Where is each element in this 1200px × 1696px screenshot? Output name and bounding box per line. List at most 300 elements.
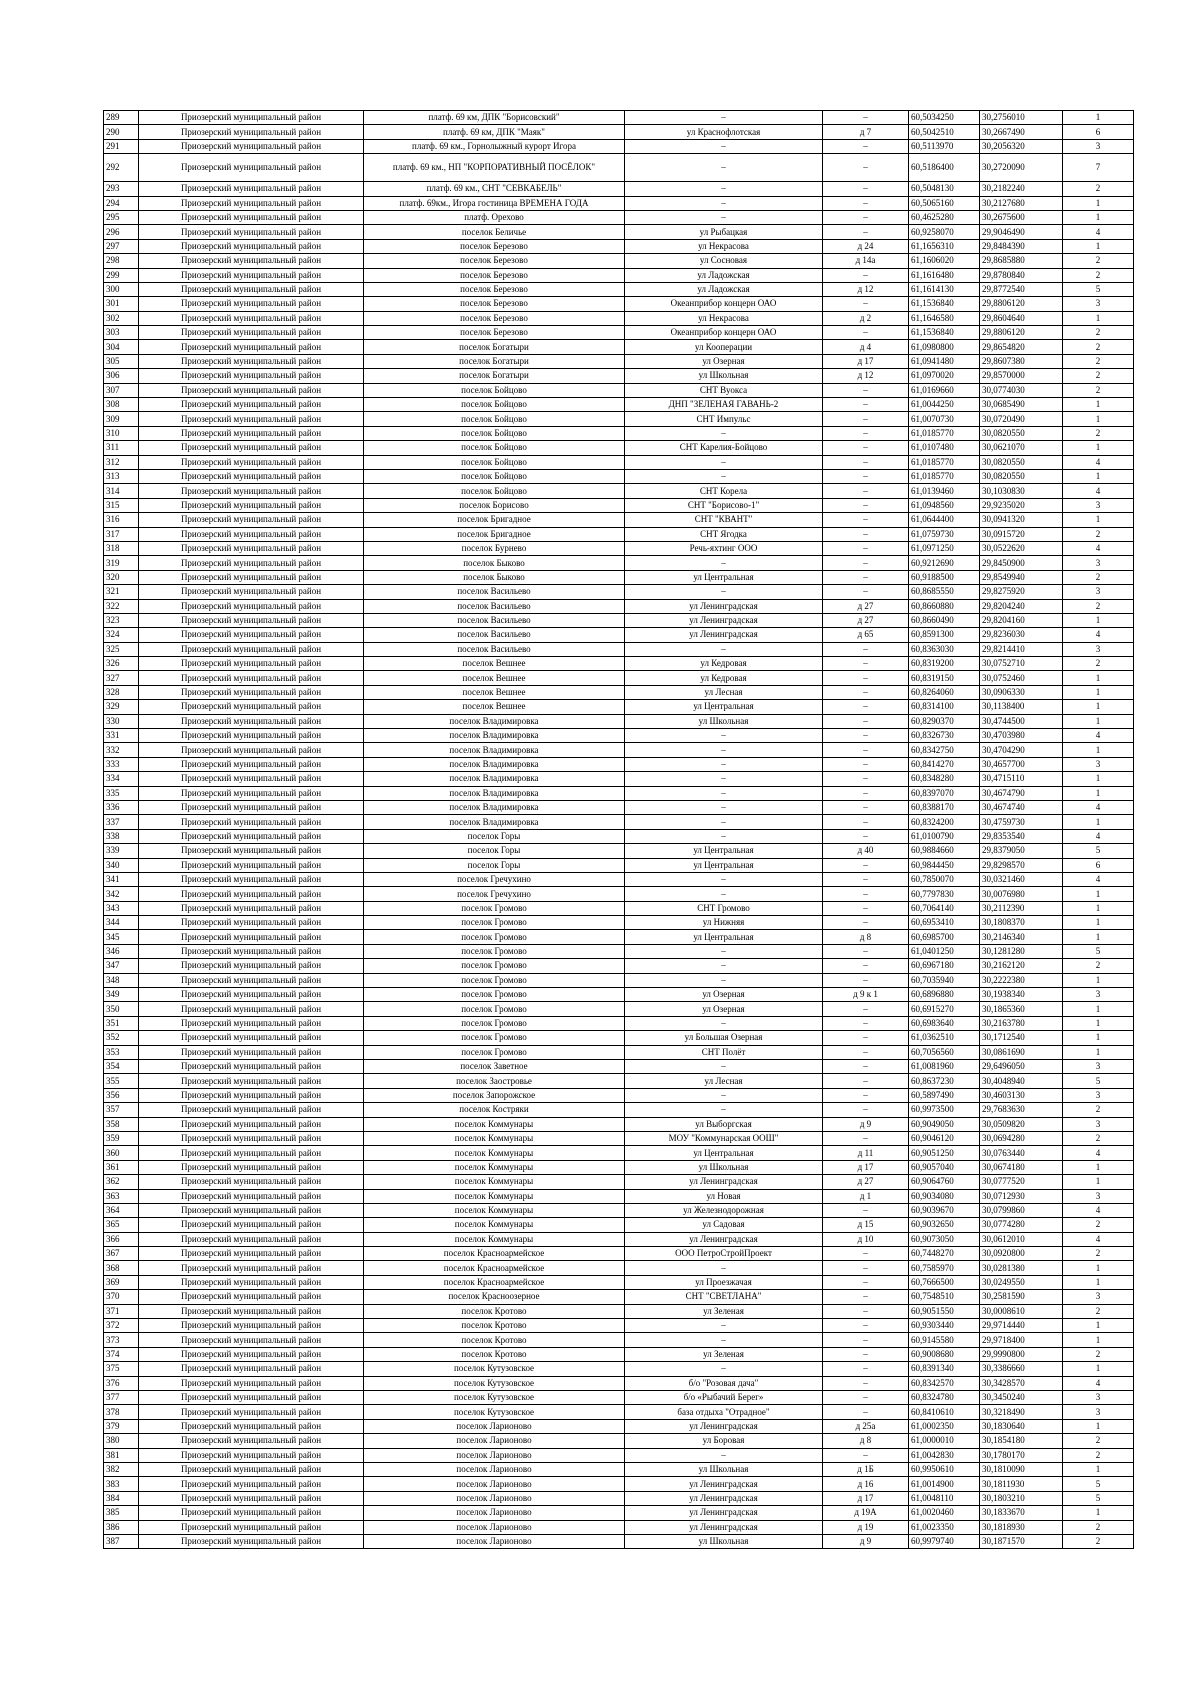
count-cell: 3 bbox=[1063, 757, 1134, 771]
table-row bbox=[104, 901, 1134, 915]
locality-cell: поселок Громово bbox=[364, 901, 625, 915]
district-cell: Приозерский муниципальный район bbox=[139, 1319, 364, 1333]
street-cell: СНТ Вуокса bbox=[625, 383, 823, 397]
street-cell: ул Центральная bbox=[625, 844, 823, 858]
locality-cell: поселок Богатыри bbox=[364, 340, 625, 354]
table-row bbox=[104, 426, 1134, 440]
latitude-cell: 60,4625280 bbox=[909, 210, 980, 224]
district-cell: Приозерский муниципальный район bbox=[139, 743, 364, 757]
latitude-cell: 60,9950610 bbox=[909, 1462, 980, 1476]
street-cell: ул Ленинградская bbox=[625, 1419, 823, 1433]
house-cell: – bbox=[823, 441, 909, 455]
district-cell: Приозерский муниципальный район bbox=[139, 1448, 364, 1462]
district-cell: Приозерский муниципальный район bbox=[139, 1160, 364, 1174]
row-number: 347 bbox=[104, 959, 139, 973]
locality-cell: платф. 69 км, ДПК "Маяк" bbox=[364, 125, 625, 139]
latitude-cell: 60,9258070 bbox=[909, 225, 980, 239]
street-cell: – bbox=[625, 182, 823, 196]
longitude-cell: 30,2182240 bbox=[980, 182, 1063, 196]
longitude-cell: 30,0612010 bbox=[980, 1232, 1063, 1246]
district-cell: Приозерский муниципальный район bbox=[139, 182, 364, 196]
longitude-cell: 30,0763440 bbox=[980, 1146, 1063, 1160]
street-cell: – bbox=[625, 1016, 823, 1030]
latitude-cell: 60,8319150 bbox=[909, 671, 980, 685]
latitude-cell: 60,7056560 bbox=[909, 1045, 980, 1059]
latitude-cell: 60,5186400 bbox=[909, 154, 980, 182]
latitude-cell: 61,0169660 bbox=[909, 383, 980, 397]
locality-cell: поселок Владимировка bbox=[364, 815, 625, 829]
count-cell: 1 bbox=[1063, 196, 1134, 210]
house-cell: д 7 bbox=[823, 125, 909, 139]
row-number: 295 bbox=[104, 210, 139, 224]
row-number: 329 bbox=[104, 700, 139, 714]
table-row bbox=[104, 1290, 1134, 1304]
table-row bbox=[104, 786, 1134, 800]
count-cell: 2 bbox=[1063, 369, 1134, 383]
district-cell: Приозерский муниципальный район bbox=[139, 657, 364, 671]
house-cell: д 4 bbox=[823, 340, 909, 354]
district-cell: Приозерский муниципальный район bbox=[139, 872, 364, 886]
row-number: 324 bbox=[104, 628, 139, 642]
district-cell: Приозерский муниципальный район bbox=[139, 1232, 364, 1246]
street-cell: – bbox=[625, 139, 823, 153]
row-number: 338 bbox=[104, 829, 139, 843]
row-number: 293 bbox=[104, 182, 139, 196]
row-number: 310 bbox=[104, 426, 139, 440]
row-number: 375 bbox=[104, 1362, 139, 1376]
district-cell: Приозерский муниципальный район bbox=[139, 930, 364, 944]
longitude-cell: 30,4703980 bbox=[980, 729, 1063, 743]
row-number: 299 bbox=[104, 268, 139, 282]
street-cell: ООО ПетроСтройПроект bbox=[625, 1247, 823, 1261]
house-cell: д 2 bbox=[823, 311, 909, 325]
house-cell: д 17 bbox=[823, 1491, 909, 1505]
district-cell: Приозерский муниципальный район bbox=[139, 225, 364, 239]
count-cell: 1 bbox=[1063, 714, 1134, 728]
row-number: 353 bbox=[104, 1045, 139, 1059]
house-cell: д 8 bbox=[823, 930, 909, 944]
locality-cell: поселок Бойцово bbox=[364, 383, 625, 397]
locality-cell: поселок Ларионово bbox=[364, 1534, 625, 1548]
district-cell: Приозерский муниципальный район bbox=[139, 757, 364, 771]
latitude-cell: 60,7850070 bbox=[909, 872, 980, 886]
table-row bbox=[104, 1491, 1134, 1505]
latitude-cell: 60,9034080 bbox=[909, 1189, 980, 1203]
row-number: 337 bbox=[104, 815, 139, 829]
street-cell: Речь-яхтинг ООО bbox=[625, 541, 823, 555]
count-cell: 1 bbox=[1063, 1333, 1134, 1347]
street-cell: ул Ленинградская bbox=[625, 599, 823, 613]
house-cell: – bbox=[823, 872, 909, 886]
count-cell: 1 bbox=[1063, 1031, 1134, 1045]
district-cell: Приозерский муниципальный район bbox=[139, 1203, 364, 1217]
latitude-cell: 61,0014900 bbox=[909, 1477, 980, 1491]
longitude-cell: 30,2127680 bbox=[980, 196, 1063, 210]
latitude-cell: 60,9303440 bbox=[909, 1319, 980, 1333]
district-cell: Приозерский муниципальный район bbox=[139, 398, 364, 412]
locality-cell: поселок Владимировка bbox=[364, 743, 625, 757]
table-row bbox=[104, 1390, 1134, 1404]
latitude-cell: 61,0139460 bbox=[909, 484, 980, 498]
row-number: 370 bbox=[104, 1290, 139, 1304]
street-cell: – bbox=[625, 210, 823, 224]
house-cell: д 65 bbox=[823, 628, 909, 642]
longitude-cell: 30,1938340 bbox=[980, 988, 1063, 1002]
locality-cell: поселок Громово bbox=[364, 916, 625, 930]
district-cell: Приозерский муниципальный район bbox=[139, 1362, 364, 1376]
locality-cell: поселок Громово bbox=[364, 959, 625, 973]
row-number: 362 bbox=[104, 1175, 139, 1189]
house-cell: – bbox=[823, 1333, 909, 1347]
locality-cell: поселок Кротово bbox=[364, 1319, 625, 1333]
street-cell: ул Кооперации bbox=[625, 340, 823, 354]
table-row bbox=[104, 1462, 1134, 1476]
street-cell: ДНП "ЗЕЛЕНАЯ ГАВАНЬ-2 bbox=[625, 398, 823, 412]
table-row bbox=[104, 1448, 1134, 1462]
house-cell: – bbox=[823, 800, 909, 814]
locality-cell: поселок Горы bbox=[364, 829, 625, 843]
longitude-cell: 30,1030830 bbox=[980, 484, 1063, 498]
count-cell: 5 bbox=[1063, 844, 1134, 858]
locality-cell: поселок Кутузовское bbox=[364, 1362, 625, 1376]
row-number: 335 bbox=[104, 786, 139, 800]
street-cell: – bbox=[625, 426, 823, 440]
table-row bbox=[104, 154, 1134, 182]
locality-cell: поселок Кротово bbox=[364, 1304, 625, 1318]
street-cell: ул Ладожская bbox=[625, 282, 823, 296]
latitude-cell: 61,1616480 bbox=[909, 268, 980, 282]
house-cell: – bbox=[823, 1002, 909, 1016]
latitude-cell: 61,0023350 bbox=[909, 1520, 980, 1534]
latitude-cell: 61,0020460 bbox=[909, 1506, 980, 1520]
table-row bbox=[104, 398, 1134, 412]
table-row bbox=[104, 944, 1134, 958]
district-cell: Приозерский муниципальный район bbox=[139, 484, 364, 498]
district-cell: Приозерский муниципальный район bbox=[139, 1419, 364, 1433]
district-cell: Приозерский муниципальный район bbox=[139, 154, 364, 182]
table-row bbox=[104, 498, 1134, 512]
house-cell: д 17 bbox=[823, 354, 909, 368]
longitude-cell: 29,8780840 bbox=[980, 268, 1063, 282]
locality-cell: поселок Коммунары bbox=[364, 1160, 625, 1174]
street-cell: СНТ Карелия-Бойцово bbox=[625, 441, 823, 455]
count-cell: 1 bbox=[1063, 613, 1134, 627]
row-number: 346 bbox=[104, 944, 139, 958]
table-row bbox=[104, 599, 1134, 613]
district-cell: Приозерский муниципальный район bbox=[139, 1290, 364, 1304]
street-cell: – bbox=[625, 729, 823, 743]
house-cell: – bbox=[823, 1131, 909, 1145]
house-cell: – bbox=[823, 1016, 909, 1030]
longitude-cell: 30,4674740 bbox=[980, 800, 1063, 814]
count-cell: 1 bbox=[1063, 513, 1134, 527]
row-number: 363 bbox=[104, 1189, 139, 1203]
count-cell: 2 bbox=[1063, 599, 1134, 613]
locality-cell: поселок Громово bbox=[364, 1045, 625, 1059]
street-cell: – bbox=[625, 556, 823, 570]
table-row bbox=[104, 556, 1134, 570]
locality-cell: поселок Вешнее bbox=[364, 671, 625, 685]
locality-cell: поселок Быково bbox=[364, 556, 625, 570]
count-cell: 3 bbox=[1063, 139, 1134, 153]
longitude-cell: 30,0321460 bbox=[980, 872, 1063, 886]
locality-cell: поселок Бойцово bbox=[364, 398, 625, 412]
locality-cell: поселок Бойцово bbox=[364, 469, 625, 483]
table-row bbox=[104, 412, 1134, 426]
latitude-cell: 60,9032650 bbox=[909, 1218, 980, 1232]
locality-cell: поселок Бригадное bbox=[364, 513, 625, 527]
row-number: 371 bbox=[104, 1304, 139, 1318]
district-cell: Приозерский муниципальный район bbox=[139, 412, 364, 426]
street-cell: ул Школьная bbox=[625, 1462, 823, 1476]
street-cell: ул Сосновая bbox=[625, 254, 823, 268]
row-number: 313 bbox=[104, 469, 139, 483]
count-cell: 4 bbox=[1063, 484, 1134, 498]
table-row bbox=[104, 1376, 1134, 1390]
latitude-cell: 60,8414270 bbox=[909, 757, 980, 771]
row-number: 382 bbox=[104, 1462, 139, 1476]
table-row bbox=[104, 772, 1134, 786]
count-cell: 1 bbox=[1063, 973, 1134, 987]
table-row bbox=[104, 685, 1134, 699]
latitude-cell: 61,1656310 bbox=[909, 239, 980, 253]
count-cell: 2 bbox=[1063, 1247, 1134, 1261]
house-cell: – bbox=[823, 570, 909, 584]
house-cell: – bbox=[823, 1347, 909, 1361]
latitude-cell: 61,0971250 bbox=[909, 541, 980, 555]
longitude-cell: 30,2222380 bbox=[980, 973, 1063, 987]
latitude-cell: 60,8324780 bbox=[909, 1390, 980, 1404]
count-cell: 4 bbox=[1063, 872, 1134, 886]
count-cell: 4 bbox=[1063, 455, 1134, 469]
count-cell: 3 bbox=[1063, 556, 1134, 570]
locality-cell: поселок Красноармейское bbox=[364, 1261, 625, 1275]
house-cell: д 14а bbox=[823, 254, 909, 268]
street-cell: СНТ Ягодка bbox=[625, 527, 823, 541]
table-row bbox=[104, 1088, 1134, 1102]
district-cell: Приозерский муниципальный район bbox=[139, 1405, 364, 1419]
table-row bbox=[104, 340, 1134, 354]
latitude-cell: 60,9188500 bbox=[909, 570, 980, 584]
locality-cell: поселок Коммунары bbox=[364, 1175, 625, 1189]
district-cell: Приозерский муниципальный район bbox=[139, 1074, 364, 1088]
street-cell: – bbox=[625, 1333, 823, 1347]
locations-table bbox=[103, 110, 1134, 1549]
table-row bbox=[104, 1103, 1134, 1117]
latitude-cell: 60,8324200 bbox=[909, 815, 980, 829]
longitude-cell: 30,0777520 bbox=[980, 1175, 1063, 1189]
table-row bbox=[104, 570, 1134, 584]
house-cell: – bbox=[823, 887, 909, 901]
table-row bbox=[104, 1434, 1134, 1448]
longitude-cell: 30,3218490 bbox=[980, 1405, 1063, 1419]
locality-cell: поселок Бойцово bbox=[364, 484, 625, 498]
district-cell: Приозерский муниципальный район bbox=[139, 700, 364, 714]
count-cell: 2 bbox=[1063, 657, 1134, 671]
table-row bbox=[104, 484, 1134, 498]
locality-cell: поселок Ларионово bbox=[364, 1462, 625, 1476]
count-cell: 1 bbox=[1063, 1319, 1134, 1333]
row-number: 386 bbox=[104, 1520, 139, 1534]
table-row bbox=[104, 829, 1134, 843]
latitude-cell: 60,6915270 bbox=[909, 1002, 980, 1016]
table-row bbox=[104, 872, 1134, 886]
table-row bbox=[104, 1045, 1134, 1059]
row-number: 384 bbox=[104, 1491, 139, 1505]
longitude-cell: 29,8604640 bbox=[980, 311, 1063, 325]
table-row bbox=[104, 1419, 1134, 1433]
house-cell: д 27 bbox=[823, 1175, 909, 1189]
longitude-cell: 29,8772540 bbox=[980, 282, 1063, 296]
count-cell: 1 bbox=[1063, 469, 1134, 483]
district-cell: Приозерский муниципальный район bbox=[139, 426, 364, 440]
district-cell: Приозерский муниципальный район bbox=[139, 326, 364, 340]
latitude-cell: 61,0000010 bbox=[909, 1434, 980, 1448]
house-cell: – bbox=[823, 398, 909, 412]
row-number: 305 bbox=[104, 354, 139, 368]
latitude-cell: 60,7797830 bbox=[909, 887, 980, 901]
table-row bbox=[104, 657, 1134, 671]
district-cell: Приозерский муниципальный район bbox=[139, 1491, 364, 1505]
row-number: 307 bbox=[104, 383, 139, 397]
row-number: 373 bbox=[104, 1333, 139, 1347]
latitude-cell: 60,8591300 bbox=[909, 628, 980, 642]
district-cell: Приозерский муниципальный район bbox=[139, 1376, 364, 1390]
latitude-cell: 60,8264060 bbox=[909, 685, 980, 699]
row-number: 351 bbox=[104, 1016, 139, 1030]
longitude-cell: 30,1712540 bbox=[980, 1031, 1063, 1045]
locality-cell: поселок Березово bbox=[364, 297, 625, 311]
house-cell: – bbox=[823, 182, 909, 196]
district-cell: Приозерский муниципальный район bbox=[139, 527, 364, 541]
row-number: 365 bbox=[104, 1218, 139, 1232]
count-cell: 3 bbox=[1063, 1117, 1134, 1131]
latitude-cell: 61,0185770 bbox=[909, 426, 980, 440]
count-cell: 2 bbox=[1063, 527, 1134, 541]
count-cell: 2 bbox=[1063, 1218, 1134, 1232]
house-cell: – bbox=[823, 1390, 909, 1404]
longitude-cell: 30,0076980 bbox=[980, 887, 1063, 901]
count-cell: 1 bbox=[1063, 1506, 1134, 1520]
locality-cell: поселок Васильево bbox=[364, 613, 625, 627]
longitude-cell: 29,8806120 bbox=[980, 297, 1063, 311]
district-cell: Приозерский муниципальный район bbox=[139, 1131, 364, 1145]
longitude-cell: 30,0820550 bbox=[980, 426, 1063, 440]
table-row bbox=[104, 815, 1134, 829]
table-row bbox=[104, 1189, 1134, 1203]
longitude-cell: 30,0752710 bbox=[980, 657, 1063, 671]
district-cell: Приозерский муниципальный район bbox=[139, 1060, 364, 1074]
house-cell: – bbox=[823, 1045, 909, 1059]
district-cell: Приозерский муниципальный район bbox=[139, 1045, 364, 1059]
table-row bbox=[104, 1203, 1134, 1217]
count-cell: 4 bbox=[1063, 1146, 1134, 1160]
row-number: 336 bbox=[104, 800, 139, 814]
count-cell: 1 bbox=[1063, 916, 1134, 930]
house-cell: – bbox=[823, 1275, 909, 1289]
count-cell: 2 bbox=[1063, 1103, 1134, 1117]
table-row bbox=[104, 671, 1134, 685]
locality-cell: поселок Березово bbox=[364, 254, 625, 268]
district-cell: Приозерский муниципальный район bbox=[139, 1103, 364, 1117]
longitude-cell: 30,2675600 bbox=[980, 210, 1063, 224]
count-cell: 1 bbox=[1063, 1419, 1134, 1433]
house-cell: д 12 bbox=[823, 369, 909, 383]
row-number: 294 bbox=[104, 196, 139, 210]
table-row bbox=[104, 930, 1134, 944]
table-row bbox=[104, 1146, 1134, 1160]
house-cell: – bbox=[823, 714, 909, 728]
street-cell: ул Озерная bbox=[625, 988, 823, 1002]
row-number: 359 bbox=[104, 1131, 139, 1145]
latitude-cell: 61,1536840 bbox=[909, 326, 980, 340]
table-row bbox=[104, 1506, 1134, 1520]
latitude-cell: 60,5042510 bbox=[909, 125, 980, 139]
table-row bbox=[104, 383, 1134, 397]
latitude-cell: 61,1606020 bbox=[909, 254, 980, 268]
house-cell: – bbox=[823, 484, 909, 498]
house-cell: – bbox=[823, 1060, 909, 1074]
district-cell: Приозерский муниципальный район bbox=[139, 1117, 364, 1131]
house-cell: – bbox=[823, 513, 909, 527]
count-cell: 1 bbox=[1063, 700, 1134, 714]
house-cell: – bbox=[823, 527, 909, 541]
longitude-cell: 30,0522620 bbox=[980, 541, 1063, 555]
row-number: 339 bbox=[104, 844, 139, 858]
house-cell: – bbox=[823, 1319, 909, 1333]
latitude-cell: 61,0941480 bbox=[909, 354, 980, 368]
row-number: 320 bbox=[104, 570, 139, 584]
row-number: 323 bbox=[104, 613, 139, 627]
longitude-cell: 30,4715110 bbox=[980, 772, 1063, 786]
street-cell: ул Ленинградская bbox=[625, 1477, 823, 1491]
street-cell: – bbox=[625, 1060, 823, 1074]
longitude-cell: 30,1818930 bbox=[980, 1520, 1063, 1534]
longitude-cell: 30,3386660 bbox=[980, 1362, 1063, 1376]
street-cell: ул Железнодорожная bbox=[625, 1203, 823, 1217]
longitude-cell: 29,9718400 bbox=[980, 1333, 1063, 1347]
latitude-cell: 60,9973500 bbox=[909, 1103, 980, 1117]
table-row bbox=[104, 369, 1134, 383]
table-row bbox=[104, 1218, 1134, 1232]
street-cell: ул Кедровая bbox=[625, 657, 823, 671]
locality-cell: поселок Бойцово bbox=[364, 441, 625, 455]
count-cell: 1 bbox=[1063, 930, 1134, 944]
table-row bbox=[104, 642, 1134, 656]
street-cell: база отдыха "Отрадное" bbox=[625, 1405, 823, 1419]
table-row bbox=[104, 239, 1134, 253]
longitude-cell: 30,4744500 bbox=[980, 714, 1063, 728]
street-cell: – bbox=[625, 1088, 823, 1102]
street-cell: – bbox=[625, 872, 823, 886]
street-cell: – bbox=[625, 111, 823, 125]
district-cell: Приозерский муниципальный район bbox=[139, 714, 364, 728]
latitude-cell: 60,5048130 bbox=[909, 182, 980, 196]
row-number: 360 bbox=[104, 1146, 139, 1160]
house-cell: – bbox=[823, 657, 909, 671]
house-cell: – bbox=[823, 268, 909, 282]
locality-cell: поселок Ларионово bbox=[364, 1520, 625, 1534]
house-cell: – bbox=[823, 154, 909, 182]
locality-cell: поселок Владимировка bbox=[364, 772, 625, 786]
table-row bbox=[104, 988, 1134, 1002]
count-cell: 1 bbox=[1063, 398, 1134, 412]
district-cell: Приозерский муниципальный район bbox=[139, 268, 364, 282]
locality-cell: поселок Ларионово bbox=[364, 1491, 625, 1505]
count-cell: 2 bbox=[1063, 182, 1134, 196]
table-row bbox=[104, 297, 1134, 311]
latitude-cell: 60,9039670 bbox=[909, 1203, 980, 1217]
